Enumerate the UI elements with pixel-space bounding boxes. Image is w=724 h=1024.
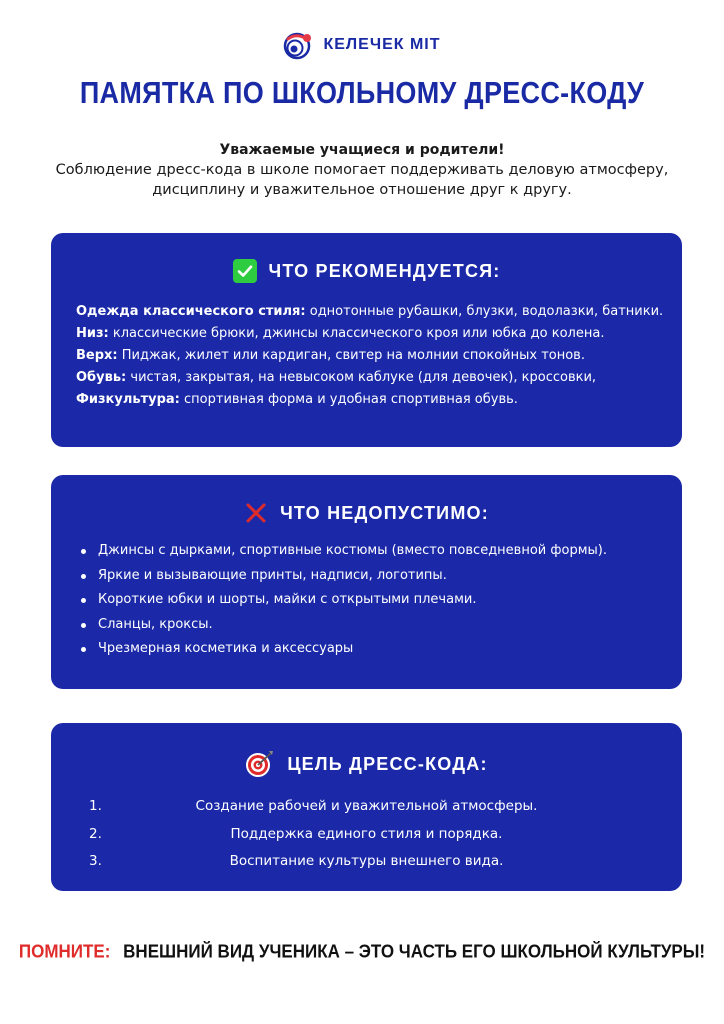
list-item <box>51 793 682 821</box>
item-text: Создание рабочей и уважительной атмосферы. <box>195 798 538 814</box>
goal-card <box>51 723 682 891</box>
list-item <box>76 367 682 389</box>
recommended-title-text: ЧТО РЕКОМЕНДУЕТСЯ: <box>268 260 501 281</box>
list-item <box>76 301 682 323</box>
goal-title <box>51 749 682 779</box>
item-text: классические брюки, джинсы классического кроя или юбка до колена. <box>108 326 605 341</box>
intro <box>40 140 684 200</box>
check-icon <box>233 259 257 283</box>
item-label: Низ: <box>76 326 109 341</box>
list-item <box>51 821 682 849</box>
goal-list <box>51 793 682 876</box>
item-text: Пиджак, жилет или кардиган, свитер на молнии спокойных тонов. <box>117 348 585 363</box>
item-label: Одежда классического стиля: <box>76 304 306 319</box>
footer-label: ПОМНИТЕ: <box>18 941 111 962</box>
forbidden-card <box>51 475 682 689</box>
recommended-card <box>51 233 682 447</box>
list-item: Джинсы с дырками, спортивные костюмы (вместо повседневной формы). <box>81 539 682 564</box>
item-text: Поддержка единого стиля и порядка. <box>230 825 503 842</box>
list-item: Чрезмерная косметика и аксессуары <box>81 637 682 662</box>
footer-reminder <box>0 941 724 963</box>
forbidden-list <box>81 539 682 662</box>
list-item <box>76 323 682 345</box>
forbidden-title-text: ЧТО НЕДОПУСТИМО: <box>280 502 489 523</box>
target-icon <box>245 749 275 779</box>
list-item <box>51 848 682 876</box>
goal-title-text: ЦЕЛЬ ДРЕСС-КОДА: <box>287 753 488 774</box>
item-text: однотонные рубашки, блузки, водолазки, батники. <box>305 304 664 319</box>
recommended-list <box>76 301 682 411</box>
item-text: спортивная форма и удобная спортивная обувь. <box>179 392 518 407</box>
logo-text: КЕЛЕЧЕК МІТ <box>323 36 441 53</box>
list-item: Сланцы, кроксы. <box>81 613 682 638</box>
list-item <box>76 345 682 367</box>
item-number: 1. <box>89 798 102 814</box>
page-title: ПАМЯТКА ПО ШКОЛЬНОМУ ДРЕСС-КОДУ <box>79 76 645 110</box>
forbidden-title <box>51 501 682 525</box>
item-text: Воспитание культуры внешнего вида. <box>229 853 504 869</box>
logo-mark-icon <box>283 30 313 60</box>
cross-icon <box>244 501 268 525</box>
item-text: чистая, закрытая, на невысоком каблуке (для девочек), кроссовки, <box>126 370 597 385</box>
list-item: Яркие и вызывающие принты, надписи, логотипы. <box>81 564 682 589</box>
item-label: Обувь: <box>76 370 127 385</box>
recommended-title <box>51 259 682 283</box>
list-item <box>76 389 682 411</box>
logo <box>0 30 724 60</box>
item-label: Физкультура: <box>76 392 180 407</box>
list-item: Короткие юбки и шорты, майки с открытыми плечами. <box>81 588 682 613</box>
item-number: 2. <box>89 825 102 842</box>
intro-heading: Уважаемые учащиеся и родители! <box>219 142 505 158</box>
intro-body: Соблюдение дресс-кода в школе помогает поддерживать деловую атмосферу, дисциплину и уважительное отношение друг к другу. <box>55 162 669 198</box>
item-label: Верх: <box>76 348 118 363</box>
footer-text: ВНЕШНИЙ ВИД УЧЕНИКА – ЭТО ЧАСТЬ ЕГО ШКОЛЬНОЙ КУЛЬТУРЫ! <box>123 941 706 962</box>
item-number: 3. <box>89 853 102 869</box>
